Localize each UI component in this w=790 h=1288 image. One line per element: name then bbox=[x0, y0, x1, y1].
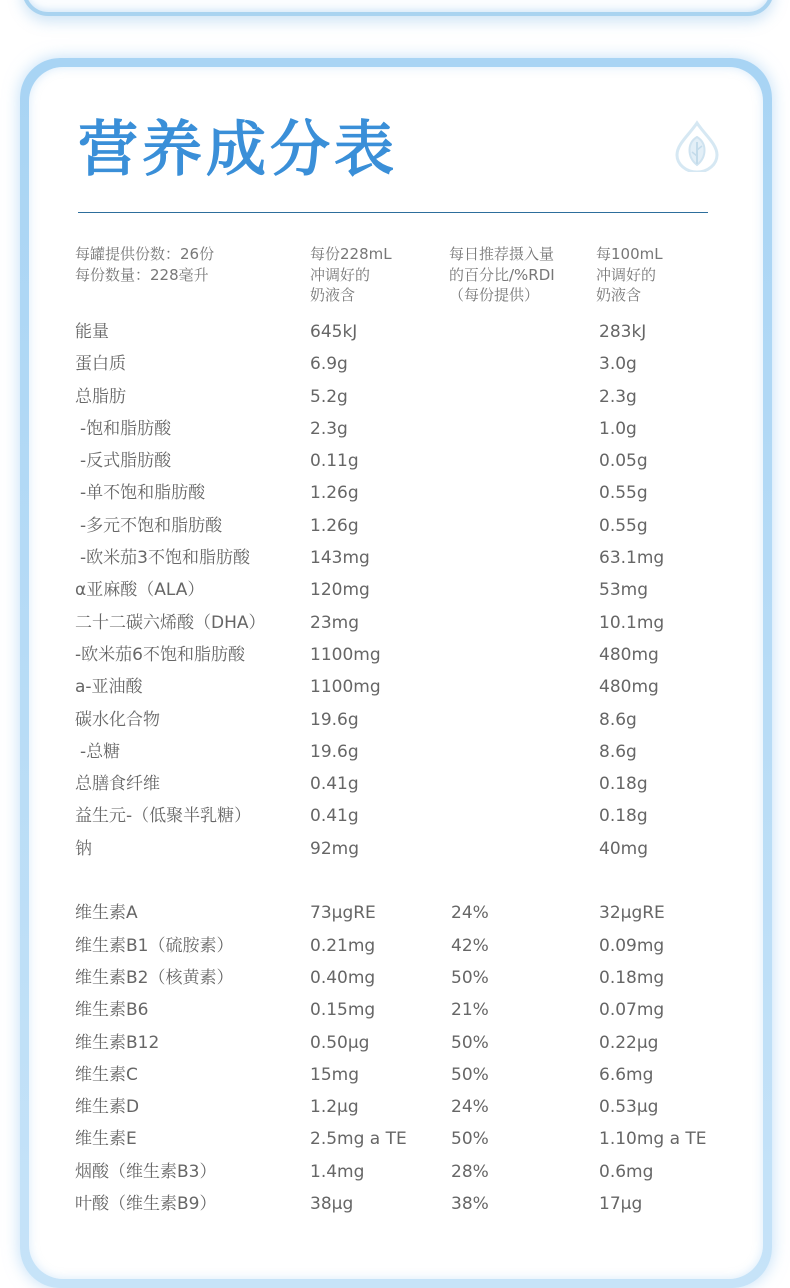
nutrient-name: 维生素C bbox=[75, 1064, 138, 1085]
per-serving-value: 73μgRE bbox=[310, 903, 376, 924]
nutrient-name: a-亚油酸 bbox=[75, 677, 143, 698]
nutrient-name: -饱和脂肪酸 bbox=[80, 418, 172, 439]
per-serving-value: 1.2μg bbox=[310, 1097, 359, 1118]
page-title: 营养成分表 bbox=[78, 115, 398, 185]
nutrient-name: α亚麻酸（ALA） bbox=[75, 580, 205, 601]
per-serving-value: 19.6g bbox=[310, 709, 359, 730]
per-serving-value: 0.11g bbox=[310, 451, 359, 472]
rdi-value: 50% bbox=[451, 1129, 489, 1150]
table-row bbox=[0, 348, 790, 380]
per-100ml-value: 8.6g bbox=[599, 741, 637, 762]
table-row bbox=[0, 413, 790, 445]
per-100ml-value: 32μgRE bbox=[599, 903, 665, 924]
nutrient-name: 益生元-（低聚半乳糖） bbox=[75, 806, 252, 827]
header-servings-info: 每罐提供份数：26份 每份数量：228毫升 bbox=[75, 245, 215, 284]
header-per-serving: 每份228mL 冲调好的 奶液含 bbox=[310, 245, 392, 304]
per-100ml-value: 6.6mg bbox=[599, 1064, 654, 1085]
rdi-value: 21% bbox=[451, 1000, 489, 1021]
per-100ml-value: 40mg bbox=[599, 838, 648, 859]
nutrient-name: 总脂肪 bbox=[75, 386, 126, 407]
per-serving-value: 0.41g bbox=[310, 806, 359, 827]
per-serving-value: 0.21mg bbox=[310, 935, 376, 956]
per-serving-value: 645kJ bbox=[310, 322, 358, 342]
rdi-value: 24% bbox=[451, 903, 489, 924]
per-100ml-value: 0.18mg bbox=[599, 967, 665, 988]
per-100ml-value: 0.18g bbox=[599, 806, 648, 827]
table-row bbox=[0, 962, 790, 994]
per-serving-value: 1.26g bbox=[310, 483, 359, 504]
nutrient-name: -欧米茄3不饱和脂肪酸 bbox=[80, 548, 250, 569]
nutrient-name: 总膳食纤维 bbox=[75, 774, 160, 795]
per-100ml-value: 480mg bbox=[599, 644, 659, 665]
per-100ml-value: 2.3g bbox=[599, 386, 637, 407]
table-row bbox=[0, 542, 790, 574]
table-row bbox=[0, 1091, 790, 1123]
per-serving-value: 1100mg bbox=[310, 677, 381, 698]
nutrient-name: 烟酸（维生素B3） bbox=[75, 1161, 217, 1182]
rdi-value: 42% bbox=[451, 935, 489, 956]
per-100ml-value: 0.6mg bbox=[599, 1161, 654, 1182]
table-row bbox=[0, 1156, 790, 1188]
table-row bbox=[0, 994, 790, 1026]
per-100ml-value: 0.55g bbox=[599, 515, 648, 536]
table-row bbox=[0, 671, 790, 703]
table-row bbox=[0, 833, 790, 865]
rdi-value: 38% bbox=[451, 1194, 489, 1215]
table-row bbox=[0, 639, 790, 671]
nutrient-name: 能量 bbox=[75, 322, 109, 342]
per-serving-value: 15mg bbox=[310, 1064, 359, 1085]
per-serving-value: 38μg bbox=[310, 1194, 354, 1215]
table-row bbox=[0, 1188, 790, 1220]
table-row bbox=[0, 510, 790, 542]
per-100ml-value: 0.05g bbox=[599, 451, 648, 472]
nutrient-name: 蛋白质 bbox=[75, 354, 126, 375]
per-100ml-value: 0.18g bbox=[599, 774, 648, 795]
rdi-value: 28% bbox=[451, 1161, 489, 1182]
table-row bbox=[0, 445, 790, 477]
per-serving-value: 92mg bbox=[310, 838, 359, 859]
per-serving-value: 0.50μg bbox=[310, 1032, 370, 1053]
nutrient-name: 维生素E bbox=[75, 1129, 137, 1150]
table-row bbox=[0, 768, 790, 800]
nutrient-name: 维生素D bbox=[75, 1097, 140, 1118]
per-serving-value: 1100mg bbox=[310, 644, 381, 665]
per-serving-value: 0.40mg bbox=[310, 967, 376, 988]
table-row bbox=[0, 1059, 790, 1091]
table-row bbox=[0, 607, 790, 639]
table-row bbox=[0, 1027, 790, 1059]
nutrient-name: 二十二碳六烯酸（DHA） bbox=[75, 612, 266, 633]
per-100ml-value: 0.55g bbox=[599, 483, 648, 504]
per-100ml-value: 1.0g bbox=[599, 418, 637, 439]
per-serving-value: 120mg bbox=[310, 580, 370, 601]
previous-card-edge bbox=[22, 0, 774, 16]
nutrient-name: -总糖 bbox=[80, 741, 121, 762]
section-gap bbox=[0, 865, 790, 897]
rdi-value: 50% bbox=[451, 1064, 489, 1085]
per-100ml-value: 0.22μg bbox=[599, 1032, 659, 1053]
nutrient-name: -单不饱和脂肪酸 bbox=[80, 483, 206, 504]
per-100ml-value: 480mg bbox=[599, 677, 659, 698]
nutrient-name: 钠 bbox=[75, 838, 92, 859]
table-row bbox=[0, 381, 790, 413]
per-100ml-value: 0.07mg bbox=[599, 1000, 665, 1021]
title-divider bbox=[78, 212, 708, 213]
rdi-value: 24% bbox=[451, 1097, 489, 1118]
rdi-value: 50% bbox=[451, 967, 489, 988]
table-row bbox=[0, 800, 790, 832]
table-row bbox=[0, 930, 790, 962]
per-100ml-value: 17μg bbox=[599, 1194, 643, 1215]
table-row bbox=[0, 736, 790, 768]
per-serving-value: 143mg bbox=[310, 548, 370, 569]
nutrient-name: -多元不饱和脂肪酸 bbox=[80, 515, 223, 536]
nutrient-name: 维生素B6 bbox=[75, 1000, 149, 1021]
nutrition-table bbox=[0, 316, 790, 1220]
leaf-drop-icon bbox=[674, 120, 720, 172]
per-100ml-value: 0.09mg bbox=[599, 935, 665, 956]
per-serving-value: 2.5mg a TE bbox=[310, 1129, 407, 1150]
table-row bbox=[0, 1123, 790, 1155]
per-100ml-value: 53mg bbox=[599, 580, 648, 601]
per-serving-value: 1.26g bbox=[310, 515, 359, 536]
nutrient-name: 叶酸（维生素B9） bbox=[75, 1194, 217, 1215]
per-serving-value: 0.15mg bbox=[310, 1000, 376, 1021]
per-100ml-value: 10.1mg bbox=[599, 612, 665, 633]
nutrient-name: -反式脂肪酸 bbox=[80, 451, 172, 472]
nutrient-name: 维生素B12 bbox=[75, 1032, 160, 1053]
per-serving-value: 2.3g bbox=[310, 418, 348, 439]
nutrient-name: 维生素B1（硫胺素） bbox=[75, 935, 234, 956]
per-100ml-value: 8.6g bbox=[599, 709, 637, 730]
rdi-value: 50% bbox=[451, 1032, 489, 1053]
per-100ml-value: 1.10mg a TE bbox=[599, 1129, 707, 1150]
per-100ml-value: 0.53μg bbox=[599, 1097, 659, 1118]
per-100ml-value: 3.0g bbox=[599, 354, 637, 375]
nutrient-name: 维生素B2（核黄素） bbox=[75, 967, 234, 988]
per-serving-value: 6.9g bbox=[310, 354, 348, 375]
per-serving-value: 0.41g bbox=[310, 774, 359, 795]
nutrient-name: -欧米茄6不饱和脂肪酸 bbox=[75, 644, 245, 665]
table-row bbox=[0, 316, 790, 348]
header-per-100ml: 每100mL 冲调好的 奶液含 bbox=[596, 245, 663, 304]
per-100ml-value: 283kJ bbox=[599, 322, 647, 342]
table-row bbox=[0, 574, 790, 606]
nutrient-name: 碳水化合物 bbox=[75, 709, 160, 730]
table-row bbox=[0, 477, 790, 509]
table-row bbox=[0, 897, 790, 929]
per-serving-value: 5.2g bbox=[310, 386, 348, 407]
per-serving-value: 1.4mg bbox=[310, 1161, 365, 1182]
table-row bbox=[0, 704, 790, 736]
per-serving-value: 23mg bbox=[310, 612, 359, 633]
per-100ml-value: 63.1mg bbox=[599, 548, 665, 569]
per-serving-value: 19.6g bbox=[310, 741, 359, 762]
header-rdi: 每日推荐摄入量 的百分比/%RDI （每份提供） bbox=[449, 245, 555, 304]
nutrient-name: 维生素A bbox=[75, 903, 138, 924]
